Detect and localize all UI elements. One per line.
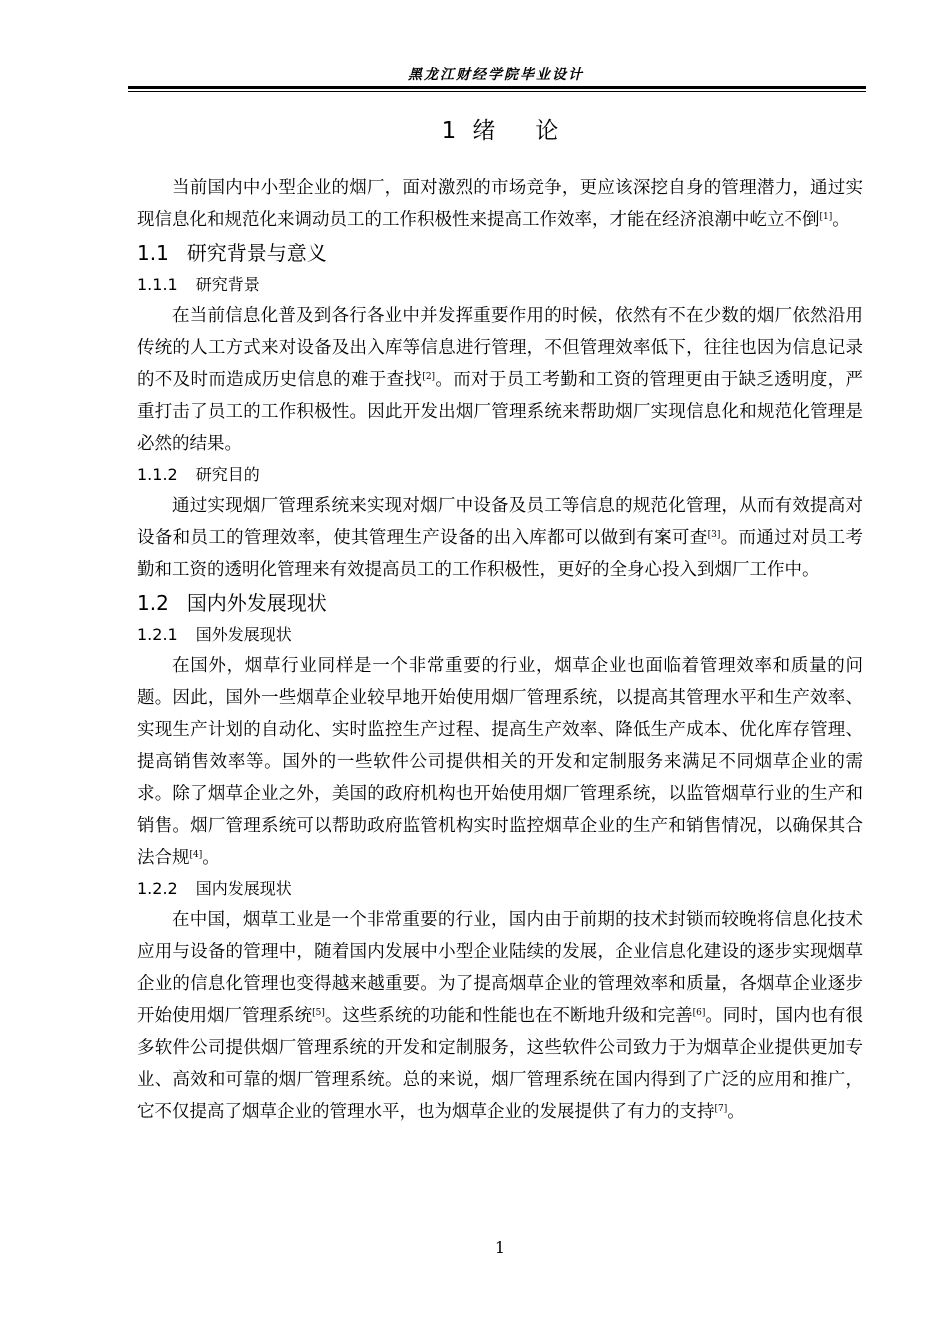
header-rule-thick — [128, 86, 866, 89]
paragraph-research-background: 在当前信息化普及到各行各业中并发挥重要作用的时候，依然有不在少数的烟厂依然沿用传统的人工方式来对设备及出入库等信息进行管理，不但管理效率低下，往往也因为信息记录的不及时而造成历史信息的难于查找[2]。而对于员工考勤和工资的管理更由于缺乏透明度，严重打击了员工的工作积极性。因此开发出烟厂管理系统来帮助烟厂实现信息化和规范化管理是必然的结果。 — [137, 306, 864, 454]
section-heading-1-2: 1.2 国内外发展现状 — [137, 591, 327, 615]
subsection-heading-1-1-1: 1.1.1 研究背景 — [137, 275, 260, 294]
subsection-heading-1-1-2: 1.1.2 研究目的 — [137, 465, 260, 484]
chapter-number: 1 — [441, 118, 457, 144]
paragraph-foreign-status: 在国外，烟草行业同样是一个非常重要的行业，烟草企业也面临着管理效率和质量的问题。因此，国外一些烟草企业较早地开始使用烟厂管理系统，以提高其管理水平和生产效率、实现生产计划的自动化、实时监控生产过程、提高生产效率、降低生产成本、优化库存管理、提高销售效率等。国外的一些软件公司提供相关的开发和定制服务来满足不同烟草企业的需求。除了烟草企业之外，美国的政府机构也开始使用烟厂管理系统，以监管烟草行业的生产和销售。烟厂管理系统可以帮助政府监管机构实时监控烟草企业的生产和销售情况，以确保其合法合规[4]。 — [137, 656, 863, 868]
subsection-heading-1-2-2: 1.2.2 国内发展现状 — [137, 879, 292, 898]
main-content — [137, 112, 863, 1128]
page-number: 1 — [494, 1238, 506, 1257]
paragraph-domestic-status: 在中国，烟草工业是一个非常重要的行业，国内由于前期的技术封锁而较晚将信息化技术应用与设备的管理中，随着国内发展中小型企业陆续的发展，企业信息化建设的逐步实现烟草企业的信息化管理也变得越来越重要。为了提高烟草企业的管理效率和质量，各烟草企业逐步开始使用烟厂管理系统[5]。这些系统的功能和性能也在不断地升级和完善[6]。同时，国内也有很多软件公司提供烟厂管理系统的开发和定制服务，这些软件公司致力于为烟草企业提供更加专业、高效和可靠的烟厂管理系统。总的来说，烟厂管理系统在国内得到了广泛的应用和推广，它不仅提高了烟草企业的管理水平，也为烟草企业的发展提供了有力的支持[7]。 — [137, 910, 864, 1122]
chapter-title — [137, 112, 863, 150]
citation: [4] — [189, 850, 203, 860]
subsection-heading-1-2-1: 1.2.1 国外发展现状 — [137, 625, 292, 644]
citation: [1] — [819, 212, 833, 222]
section-heading-1-1: 1.1 研究背景与意义 — [137, 241, 327, 265]
chapter-title-part2: 论 — [535, 118, 559, 144]
header-rule-thin — [128, 91, 866, 92]
running-header: 黑龙江财经学院毕业设计 — [408, 67, 584, 83]
citation: [3] — [707, 530, 721, 540]
citation: [5] — [312, 1008, 325, 1018]
intro-paragraph: 当前国内中小型企业的烟厂，面对激烈的市场竞争，更应该深挖自身的管理潜力，通过实现信息化和规范化来调动员工的工作积极性来提高工作效率，才能在经济浪潮中屹立不倒[1]。 — [137, 178, 863, 230]
chapter-title-part1: 绪 — [472, 118, 496, 144]
citation: [6] — [692, 1008, 706, 1018]
citation: [7] — [714, 1104, 728, 1114]
paragraph-research-purpose: 通过实现烟厂管理系统来实现对烟厂中设备及员工等信息的规范化管理，从而有效提高对设备和员工的管理效率，使其管理生产设备的出入库都可以做到有案可查[3]。而通过对员工考勤和工资的透明化管理来有效提高员工的工作积极性，更好的全身心投入到烟厂工作中。 — [137, 496, 864, 580]
citation: [2] — [422, 372, 436, 382]
